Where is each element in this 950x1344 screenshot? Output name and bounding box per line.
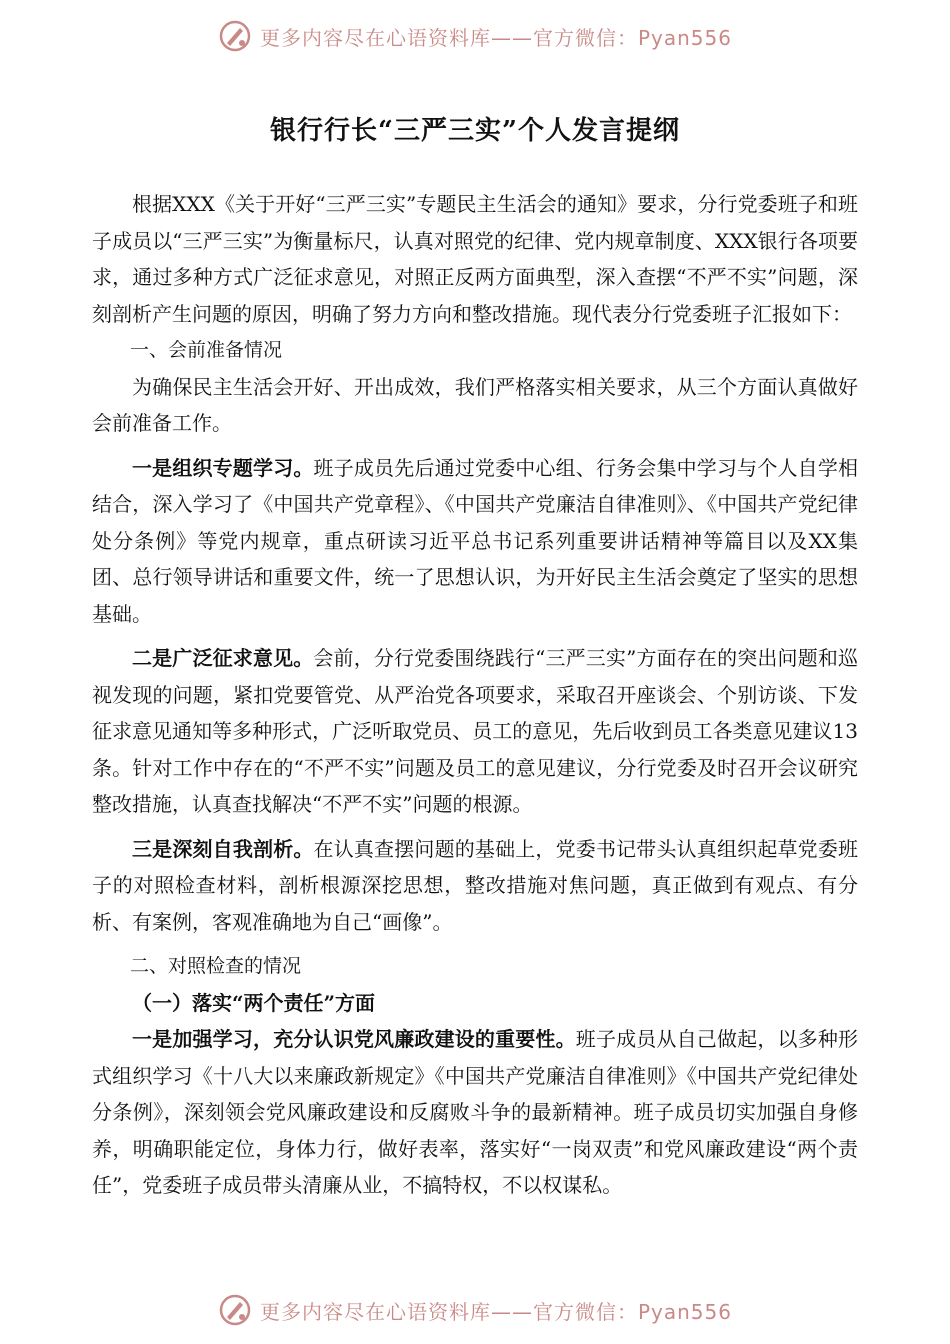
watermark-text: 更多内容尽在心语资料库——官方微信：Pyan556 xyxy=(259,25,732,50)
section-2-subheading: （一）落实“两个责任”方面 xyxy=(132,990,376,1015)
paragraph-opinions xyxy=(92,640,858,823)
paragraph-lead: 一是加强学习，充分认识党风廉政建设的重要性。 xyxy=(132,1027,576,1051)
paragraph-text: 在认真查摆问题的基础上，党委书记带头认真组织起草党委班子的对照检查材料，剖析根源深挖思想，整改措施对焦问题，真正做到有观点、有分析、有案例，客观准确地为自己“画像”。 xyxy=(92,836,859,934)
paragraph-lead: 二是广泛征求意见。 xyxy=(132,646,314,670)
intro-paragraph: 根据XXX《关于开好“三严三实”专题民主生活会的通知》要求，分行党委班子和班子成员以“三严三实”为衡量标尺，认真对照党的纪律、党内规章制度、XXX银行各项要求，通过多种方式广泛征求意见，对照正反两方面典型，深入查摆“不严不实”问题，深刻剖析产生问题的原因，明确了努力方向和整改措施。现代表分行党委班子汇报如下： xyxy=(92,192,858,326)
paragraph-text: 班子成员从自己做起，以多种形式组织学习《十八大以来廉政新规定》《中国共产党廉洁自律准则》《中国共产党纪律处分条例》，深刻领会党风廉政建设和反腐败斗争的最新精神。班子成员切实加强自身修养，明确职能定位，身体力行，做好表率，落实好“一岗双责”和党风廉政建设“两个责任”，党委班子成员带头清廉从业，不搞特权，不以权谋私。 xyxy=(92,1027,859,1197)
paragraph-text: 班子成员先后通过党委中心组、行务会集中学习与个人自学相结合，深入学习了《中国共产党章程》、《中国共产党廉洁自律准则》、《中国共产党纪律处分条例》等党内规章，重点研读习近平总书记系列重要讲话精神等篇目以及XX集团、总行领导讲话和重要文件，统一了思想认识，为开好民主生活会奠定了坚实的思想基础。 xyxy=(92,455,859,626)
paragraph-self-analysis xyxy=(92,831,858,941)
paragraph-text: 会前，分行党委围绕践行“三严三实”方面存在的突出问题和巡视发现的问题，紧扣党要管党、从严治党各项要求，采取召开座谈会、个别访谈、下发征求意见通知等多种形式，广泛听取党员、员工的意见，先后收到员工各类意见建议13条。针对工作中存在的“不严不实”问题及员工的意见建议，分行党委及时召开会议研究整改措施，认真查找解决“不严不实”问题的根源。 xyxy=(92,646,858,816)
section-2-heading: 二、对照检查的情况 xyxy=(130,955,302,977)
section-1-heading: 一、会前准备情况 xyxy=(130,339,283,361)
document-body xyxy=(92,186,858,1204)
paragraph-study xyxy=(92,450,858,633)
paragraph-lead: 一是组织专题学习。 xyxy=(132,455,314,480)
paragraph-learning xyxy=(92,1021,858,1204)
paragraph-lead: 三是深刻自我剖析。 xyxy=(132,836,314,861)
watermark-banner-top xyxy=(0,16,950,56)
brand-logo-icon xyxy=(218,1293,252,1327)
watermark-text: 更多内容尽在心语资料库——官方微信：Pyan556 xyxy=(259,1299,732,1324)
watermark-banner-bottom xyxy=(0,1290,950,1330)
section-1-intro: 为确保民主生活会开好、开出成效，我们严格落实相关要求，从三个方面认真做好会前准备工作。 xyxy=(92,374,858,435)
brand-logo-icon xyxy=(218,19,252,53)
document-title: 银行行长“三严三实”个人发言提纲 xyxy=(270,116,680,146)
